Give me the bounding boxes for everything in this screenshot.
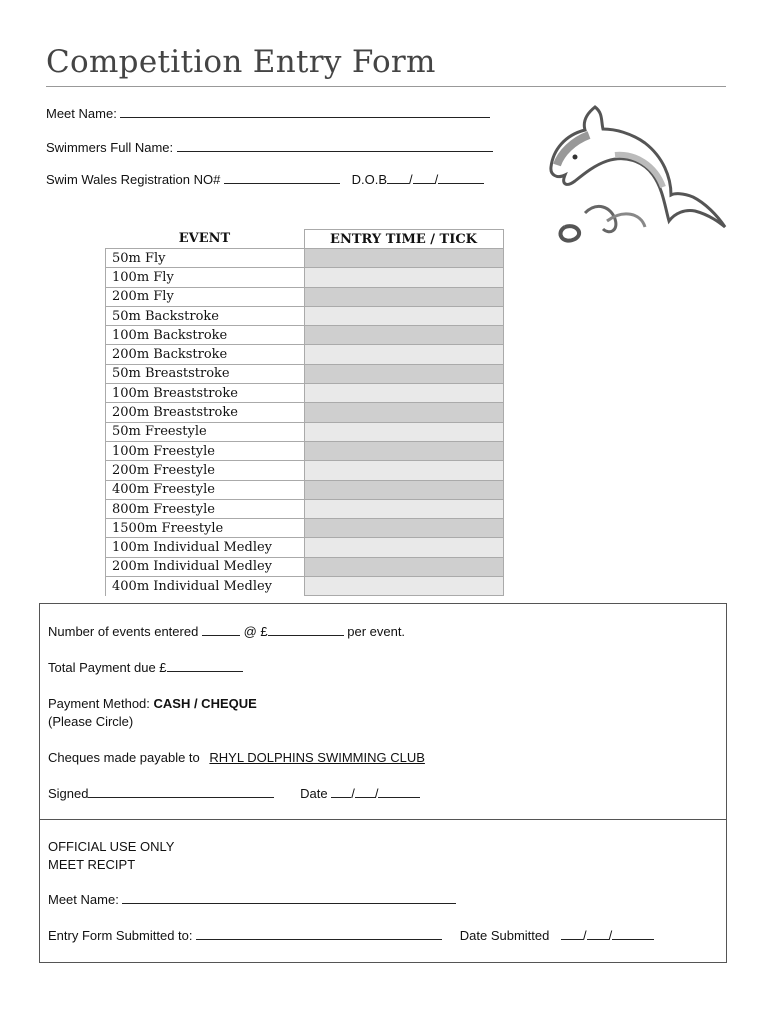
- event-name: 50m Freestyle: [106, 422, 305, 441]
- entry-time-cell[interactable]: [304, 364, 503, 383]
- table-row: [106, 461, 504, 480]
- entry-time-cell[interactable]: [304, 480, 503, 499]
- dolphin-icon: [545, 95, 730, 245]
- total-label: Total Payment due £: [48, 660, 167, 675]
- total-input[interactable]: [167, 670, 243, 672]
- table-row: [106, 345, 504, 364]
- event-column-header: EVENT: [178, 231, 231, 247]
- event-name: 800m Freestyle: [106, 499, 305, 518]
- entry-time-cell[interactable]: [304, 499, 503, 518]
- table-row: [106, 326, 504, 345]
- title-divider: [46, 86, 726, 87]
- event-name: 100m Individual Medley: [106, 538, 305, 557]
- table-row: [106, 480, 504, 499]
- meet-name-label: Meet Name:: [46, 106, 117, 121]
- event-name: 200m Backstroke: [106, 345, 305, 364]
- per-event-label: per event.: [347, 624, 406, 639]
- event-name: 100m Backstroke: [106, 326, 305, 345]
- payment-method-row: [48, 696, 257, 711]
- table-row: [106, 441, 504, 460]
- date-submitted-label: Date Submitted: [459, 928, 550, 943]
- official-meet-name-input[interactable]: [122, 902, 456, 904]
- date-separator: /: [374, 786, 379, 801]
- entry-time-cell[interactable]: [304, 557, 503, 576]
- entry-time-cell[interactable]: [304, 345, 503, 364]
- date-label: Date: [300, 786, 328, 801]
- total-row: [48, 660, 243, 675]
- event-name: 50m Backstroke: [106, 306, 305, 325]
- event-name: 200m Breaststroke: [106, 403, 305, 422]
- entry-time-cell[interactable]: [304, 326, 503, 345]
- table-row: [106, 499, 504, 518]
- table-row: [106, 422, 504, 441]
- entry-time-cell[interactable]: [304, 519, 503, 538]
- entry-time-cell[interactable]: [304, 268, 503, 287]
- official-heading: OFFICIAL USE ONLY: [48, 839, 175, 854]
- meet-name-field: [46, 106, 490, 121]
- method-value[interactable]: CASH / CHEQUE: [153, 696, 257, 711]
- events-entered-label: Number of events entered: [48, 624, 199, 639]
- dob-separator: /: [434, 172, 439, 187]
- page-title: Competition Entry Form: [46, 44, 436, 80]
- submitted-to-input[interactable]: [196, 938, 442, 940]
- signed-label: Signed: [48, 786, 89, 801]
- circle-note: (Please Circle): [48, 714, 134, 729]
- table-row: [106, 403, 504, 422]
- table-row: [106, 538, 504, 557]
- entry-time-cell[interactable]: [304, 287, 503, 306]
- official-meet-name-label: Meet Name:: [48, 892, 119, 907]
- date-separator: /: [608, 928, 613, 943]
- event-name: 100m Breaststroke: [106, 384, 305, 403]
- entry-time-cell[interactable]: [304, 384, 503, 403]
- event-name: 100m Fly: [106, 268, 305, 287]
- table-row: [106, 384, 504, 403]
- table-row: [106, 268, 504, 287]
- payable-row: [48, 750, 431, 765]
- entry-time-cell[interactable]: [304, 538, 503, 557]
- event-name: 400m Freestyle: [106, 480, 305, 499]
- date-month-input[interactable]: [355, 796, 375, 798]
- swimmer-name-input[interactable]: [177, 150, 493, 152]
- entry-time-cell[interactable]: [304, 403, 503, 422]
- event-name: 400m Individual Medley: [106, 577, 305, 596]
- payment-section: [39, 603, 727, 963]
- date-day-input[interactable]: [331, 796, 351, 798]
- entry-time-cell[interactable]: [304, 249, 503, 268]
- dob-separator: /: [409, 172, 413, 187]
- date-separator: /: [582, 928, 587, 943]
- entry-time-cell[interactable]: [304, 441, 503, 460]
- table-row: [106, 577, 504, 596]
- events-entered-row: [48, 624, 405, 639]
- swimmer-name-label: Swimmers Full Name:: [46, 140, 174, 155]
- events-entered-input[interactable]: [202, 634, 240, 636]
- event-name: 1500m Freestyle: [106, 519, 305, 538]
- dob-year-input[interactable]: [438, 182, 484, 184]
- submitted-row: [48, 928, 654, 943]
- entry-time-cell[interactable]: [304, 461, 503, 480]
- registration-input[interactable]: [224, 182, 340, 184]
- meet-name-input[interactable]: [120, 116, 490, 118]
- dob-month-input[interactable]: [413, 182, 435, 184]
- registration-field: [46, 172, 484, 187]
- event-name: 100m Freestyle: [106, 441, 305, 460]
- submitted-day-input[interactable]: [561, 938, 583, 940]
- event-name: 50m Breaststroke: [106, 364, 305, 383]
- section-divider: [40, 819, 726, 820]
- dob-label: D.O.B: [351, 172, 388, 187]
- event-name: 200m Fly: [106, 287, 305, 306]
- date-separator: /: [351, 786, 355, 801]
- signed-row: [48, 786, 420, 801]
- payable-label: Cheques made payable to: [48, 750, 200, 765]
- event-name: 200m Individual Medley: [106, 557, 305, 576]
- event-name: 200m Freestyle: [106, 461, 305, 480]
- official-subheading: MEET RECIPT: [48, 857, 136, 872]
- signature-input[interactable]: [88, 796, 274, 798]
- swimmer-name-field: [46, 140, 493, 155]
- official-meet-name-row: [48, 892, 456, 907]
- table-row: [106, 249, 504, 268]
- entry-time-cell[interactable]: [304, 577, 503, 596]
- payable-value: RHYL DOLPHINS SWIMMING CLUB: [209, 750, 425, 765]
- table-row: [106, 364, 504, 383]
- date-year-input[interactable]: [378, 796, 420, 798]
- event-name: 50m Fly: [106, 249, 305, 268]
- entry-time-column-header: ENTRY TIME / TICK: [304, 230, 503, 249]
- method-label: Payment Method:: [48, 696, 150, 711]
- dob-day-input[interactable]: [387, 182, 409, 184]
- entry-time-cell[interactable]: [304, 306, 503, 325]
- table-row: [106, 287, 504, 306]
- submitted-month-input[interactable]: [587, 938, 609, 940]
- table-row: [106, 519, 504, 538]
- price-input[interactable]: [268, 634, 344, 636]
- submitted-year-input[interactable]: [612, 938, 654, 940]
- table-row: [106, 557, 504, 576]
- entry-time-cell[interactable]: [304, 422, 503, 441]
- price-label: @ £: [243, 624, 268, 639]
- registration-label: Swim Wales Registration NO#: [46, 172, 221, 187]
- submitted-to-label: Entry Form Submitted to:: [48, 928, 193, 943]
- events-table: [105, 229, 504, 596]
- table-row: [106, 306, 504, 325]
